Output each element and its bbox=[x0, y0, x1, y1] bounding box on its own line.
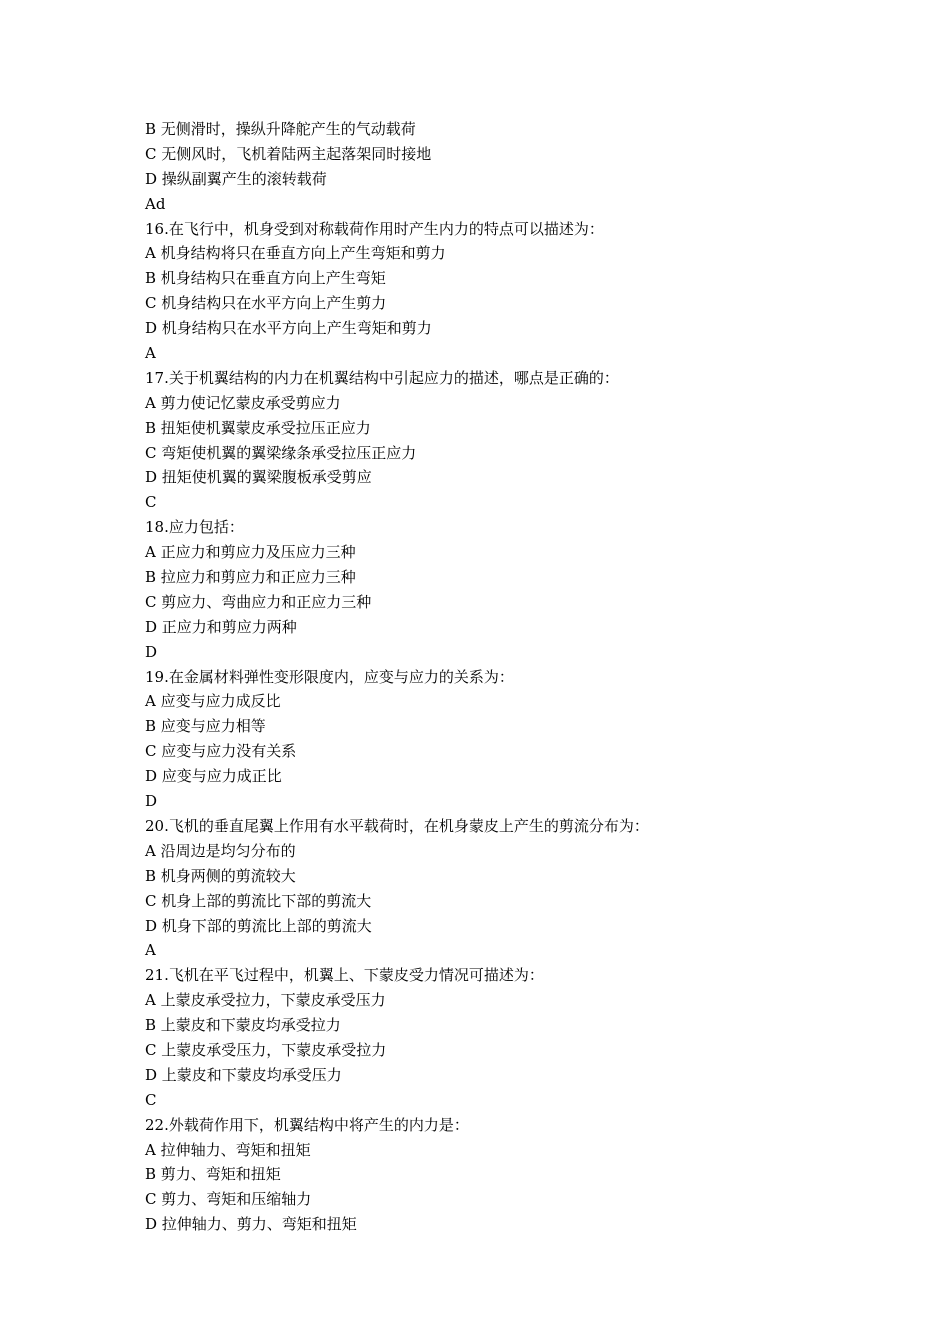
option-line: D 应变与应力成正比 bbox=[145, 767, 282, 786]
answer-line: A bbox=[145, 941, 156, 960]
option-line: B 机身两侧的剪流较大 bbox=[145, 866, 296, 885]
answer-line: C bbox=[145, 493, 157, 512]
option-line: A 上蒙皮承受拉力，下蒙皮承受压力 bbox=[145, 991, 386, 1010]
option-line: C 剪力、弯矩和压缩轴力 bbox=[145, 1190, 312, 1209]
option-line: D 扭矩使机翼的翼梁腹板承受剪应 bbox=[145, 468, 372, 487]
option-line: C 机身结构只在水平方向上产生剪力 bbox=[145, 294, 387, 313]
option-line: A 机身结构将只在垂直方向上产生弯矩和剪力 bbox=[145, 244, 446, 263]
option-line: A 剪力使记忆蒙皮承受剪应力 bbox=[145, 393, 341, 412]
option-line: D 机身结构只在水平方向上产生弯矩和剪力 bbox=[145, 319, 432, 338]
option-line: D 机身下部的剪流比上部的剪流大 bbox=[145, 916, 372, 935]
question-line: 16.在飞行中，机身受到对称载荷作用时产生内力的特点可以描述为： bbox=[145, 219, 604, 238]
question-line: 20.飞机的垂直尾翼上作用有水平载荷时，在机身蒙皮上产生的剪流分布为： bbox=[145, 816, 649, 835]
question-line: 22.外载荷作用下，机翼结构中将产生的内力是： bbox=[145, 1115, 469, 1134]
option-line: D 正应力和剪应力两种 bbox=[145, 617, 297, 636]
text-line: B 无侧滑时，操纵升降舵产生的气动载荷 bbox=[145, 120, 416, 138]
option-line: C 剪应力、弯曲应力和正应力三种 bbox=[145, 592, 372, 611]
answer-line: Ad bbox=[145, 194, 166, 213]
option-line: B 应变与应力相等 bbox=[145, 717, 266, 736]
option-line: B 拉应力和剪应力和正应力三种 bbox=[145, 568, 356, 587]
document-text-body bbox=[145, 117, 845, 1237]
answer-line: D bbox=[145, 642, 158, 661]
option-line: A 正应力和剪应力及压应力三种 bbox=[145, 543, 356, 562]
option-line: A 拉伸轴力、弯矩和扭矩 bbox=[145, 1140, 311, 1159]
option-line: B 上蒙皮和下蒙皮均承受拉力 bbox=[145, 1016, 341, 1035]
answer-line: C bbox=[145, 1090, 157, 1109]
answer-line: D bbox=[145, 792, 158, 811]
option-line: B 剪力、弯矩和扭矩 bbox=[145, 1165, 281, 1184]
option-line: C 弯矩使机翼的翼梁缘条承受拉压正应力 bbox=[145, 443, 417, 462]
option-line: A 应变与应力成反比 bbox=[145, 692, 281, 711]
option-line: D 拉伸轴力、剪力、弯矩和扭矩 bbox=[145, 1215, 357, 1234]
option-line: C 应变与应力没有关系 bbox=[145, 742, 297, 761]
text-line: D 操纵副翼产生的滚转载荷 bbox=[145, 169, 327, 188]
question-line: 17.关于机翼结构的内力在机翼结构中引起应力的描述，哪点是正确的： bbox=[145, 368, 619, 387]
option-line: C 上蒙皮承受压力，下蒙皮承受拉力 bbox=[145, 1040, 387, 1059]
option-line: C 机身上部的剪流比下部的剪流大 bbox=[145, 891, 372, 910]
question-line: 18.应力包括： bbox=[145, 518, 244, 537]
option-line: B 扭矩使机翼蒙皮承受拉压正应力 bbox=[145, 418, 371, 437]
text-line: C 无侧风时，飞机着陆两主起落架同时接地 bbox=[145, 144, 432, 163]
option-line: B 机身结构只在垂直方向上产生弯矩 bbox=[145, 269, 386, 288]
question-line: 21.飞机在平飞过程中，机翼上、下蒙皮受力情况可描述为： bbox=[145, 966, 544, 985]
question-line: 19.在金属材料弹性变形限度内，应变与应力的关系为： bbox=[145, 667, 514, 686]
option-line: A 沿周边是均匀分布的 bbox=[145, 841, 296, 860]
option-line: D 上蒙皮和下蒙皮均承受压力 bbox=[145, 1065, 342, 1084]
answer-line: A bbox=[145, 344, 156, 363]
